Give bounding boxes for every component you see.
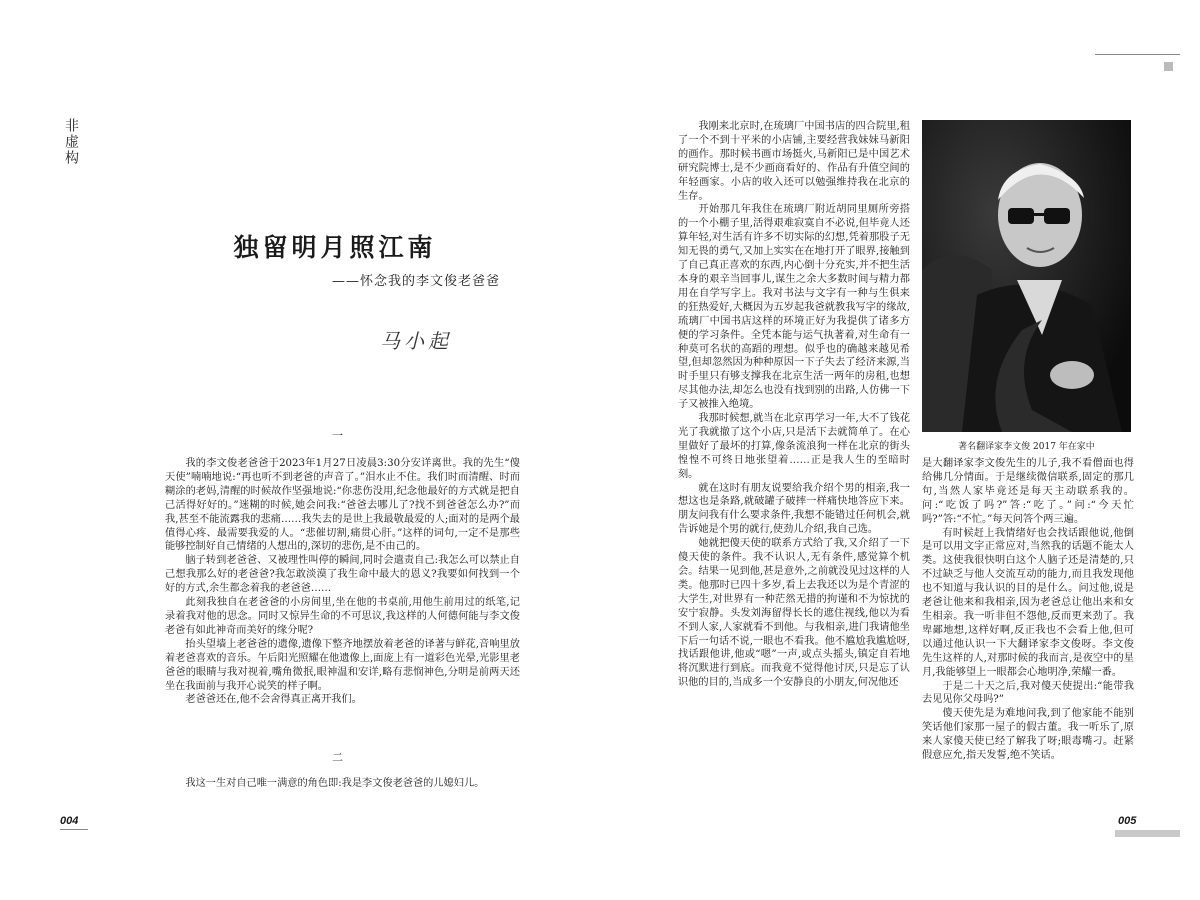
paragraph: 我刚来北京时,在琉璃厂中国书店的四合院里,租了一个不到十平米的小店铺,主要经营我妹妹马新阳的画作。那时候书画市场挺火,马新阳已是中国艺术研究院博士,是不少画商看好的、作品有升值空间的年轻画家。小店的收入还可以勉强维持我在北京的生存。 [678,121,910,202]
header-rule [1095,54,1180,55]
column-right [922,457,1134,763]
paragraph: 是大翻译家李文俊先生的儿子,我不看僧面也得给佛几分情面。于是继续微信联系,固定的那几句,当然人家毕竟还是每天主动联系我的。问:“吃饭了吗?”答:“吃了。”问:“今天忙吗?”答:“不忙。”每天问答个两三遍。 [922,458,1134,525]
paragraph: 开始那几年我住在琉璃厂附近胡同里厕所旁搭的一个小棚子里,活得艰难寂寞自不必说,但毕竟人还算年轻,对生活有许多不切实际的幻想,凭着那股子无知无畏的勇气,又加上实实在在地打开了眼界,接触到了自己真正喜欢的东西,内心倒十分充实,并不把生活本身的艰辛当回事儿,谋生之余大多数时间与精力都用在自学写字上。我对书法与文字有一种与生俱来的狂热爱好,大概因为五岁起我爸就教我写字的缘故,琉璃厂中国书店这样的环境正好为我提供了诸多方便的学习条件。全凭本能与运气执著着,对生命有一种莫可名状的高蹈的理想。似乎也的确越来越见希望,但却忽然因为种种原因一下子失去了经济来源,当时手里只有够支撑我在北京生活一两年的房租,也想尽其他办法,却怎么也没有找到别的出路,人仿佛一下子又被推入绝境。 [678,204,910,411]
paragraph: 我的李文俊老爸爸于2023年1月27日凌晨3:30分安详离世。我的先生“傻天使”喃喃地说:“再也听不到老爸的声音了。”泪水止不住。我们时而清醒、时而糊涂的老妈,清醒的时候故作坚强地说:“你悲伤没用,纪念他最好的方式就是把自己活得好好的。”迷糊的时候,她会问我:“爸爸去哪儿了?找不到爸爸怎么办?”而我,甚至不能流露我的悲痛……我失去的是世上我最敬最爱的人;面对的是两个最值得心疼、最需要我爱的人。“悲催切割,痛贯心肝。”这样的词句,一定不是那些能够控制好自己情绪的人想出的,深切的悲伤,是不由己的。 [165,458,520,553]
paragraph: 有时候赶上我情绪好也会找话跟他说,他倒是可以用文字正常应对,当然我的话题不能太人类。这使我很快明白这个人脑子还是清楚的,只不过缺乏与他人交流互动的能力,而且我发现他也不知道与我认识的目的是什么。问过他,说是老爸让他来和我相亲,因为老爸总让他出来和女生相亲。我一听非但不怨他,反而更来劲了。我卑鄙地想,这样好啊,反正我也不会看上他,但可以通过他认识一下大翻译家李文俊呀。李文俊先生这样的人,对那时候的我而言,是夜空中的星月,我能够望上一眼都会心地明净,荣耀一番。 [922,527,1134,678]
column-left-continued [165,777,520,791]
section-label: 非虚构 [63,118,79,166]
corner-square [1164,62,1173,71]
paragraph: 脑子转到老爸爸、又被理性叫停的瞬间,同时会遣责自己:我怎么可以禁止自己想我那么好的老爸爸?我怎敢淡漠了我生命中最大的恩义?我要如何找到一个好的方式,余生都念着我的老爸爸…… [165,555,520,595]
portrait-photo [922,120,1131,432]
paragraph: 我那时候想,就当在北京再学习一年,大不了钱花光了我就撤了这个小店,只是活下去就简单了。在心里做好了最坏的打算,像条流浪狗一样在北京的街头惶惶不可终日地张望着……正是我人生的至暗时刻。 [678,413,910,480]
paragraph: 此刻我独自在老爸爸的小房间里,坐在他的书桌前,用他生前用过的纸笔,记录着我对他的思念。同时又惊异生命的不可思议,我这样的人何德何能与李文俊老爸有如此神奇而美好的缘分呢? [165,597,520,636]
paragraph: 就在这时有朋友说要给我介绍个男的相亲,我一想这也是条路,就破罐子破摔一样痛快地答应下来。朋友问我有什么要求条件,我想不能错过任何机会,就告诉她是个男的就行,使劲儿介绍,我自己选。 [678,482,910,536]
paragraph: 我这一生对自己唯一满意的角色即:我是李文俊老爸爸的儿媳妇儿。 [185,778,485,789]
article-subtitle: ——怀念我的李文俊老爸爸 [331,274,500,289]
paragraph: 抬头望墙上老爸爸的遗像,遗像下整齐地摆放着老爸的译著与鲜花,音响里放着老爸喜欢的音乐。午后阳光照耀在他遗像上,面庞上有一道彩色光晕,光影里老爸爸的眼睛与我对视着,嘴角微抿,眼神温和安详,略有悲悯神色,分明是前两天还坐在我面前与我开心说笑的样子啊。 [165,638,520,692]
author-signature: 马小起 [380,329,452,353]
portrait-illustration [922,120,1131,432]
article-title: 独留明月照江南 [233,233,437,262]
section-number-two: 二 [332,751,343,764]
section-number-one: 一 [332,429,343,442]
paragraph: 于是二十天之后,我对傻天使提出:“能带我去见见你父母吗?” [922,680,1134,706]
page-number-right: 005 [1118,815,1137,827]
page-number-left: 004 [60,815,79,827]
paragraph: 她就把傻天使的联系方式给了我,又介绍了一下傻天使的条件。我不认识人,无有条件,感觉算个机会。结果一见到他,甚是意外,之前就没见过这样的人类。他那时已四十多岁,看上去我还以为是个青涩的大学生,对世界有一种茫然无措的拘谨和不为惊扰的安宁寂静。头发刘海留得长长的遮住视线,他以为看不到人家,人家就看不到他。与我相亲,进门我请他坐下后一句话不说,一眼也不看我。他不尴尬我尴尬呀,找话跟他讲,他或“嗯”一声,或点头摇头,镇定自若地将沉默进行到底。而我竟不觉得他讨厌,只是忘了认识他的目的,当成多一个安静良的小朋友,何况他还 [678,538,910,689]
paragraph: 傻天使先是为难地问我,到了他家能不能别笑话他们家那一屋子的假古董。我一听乐了,原来人家傻天使已经了解我了呀;眼毒嘴刁。赶紧假意应允,指天发誓,绝不笑话。 [922,708,1134,762]
footer-bar-right [1115,830,1180,837]
photo-caption: 著名翻译家李文俊 2017 年在家中 [958,442,1095,452]
column-middle [678,120,910,690]
footer-rule-left [60,829,88,830]
column-left [165,457,520,707]
paragraph: 老爸爸还在,他不会舍得真正离开我们。 [185,694,362,706]
